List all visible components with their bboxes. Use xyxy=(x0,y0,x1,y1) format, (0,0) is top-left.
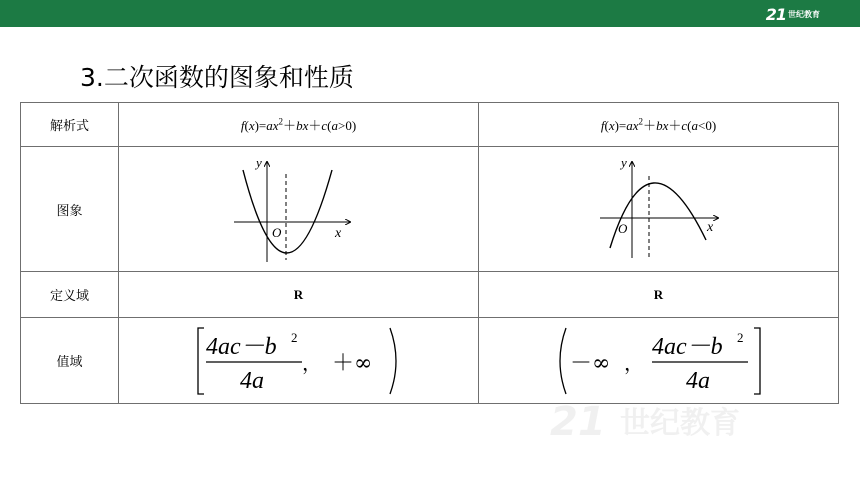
graph-row xyxy=(21,147,839,272)
fraction-denominator: 4a xyxy=(685,367,710,394)
domain-positive: R xyxy=(119,272,479,318)
fraction-numerator: 4ac－b xyxy=(205,333,277,360)
domain-negative: R xyxy=(479,272,839,318)
row-label-domain: 定义域 xyxy=(21,272,119,318)
x-axis-label: x xyxy=(334,226,341,241)
range-negative xyxy=(479,318,839,404)
fraction-power: 2 xyxy=(736,329,743,345)
graph-cell-negative xyxy=(479,147,839,272)
parabola-down-graph xyxy=(594,154,724,264)
y-axis-label: y xyxy=(620,155,627,170)
logo-mark: 21 xyxy=(765,4,786,24)
svg-text:21: 21 xyxy=(550,399,606,445)
right-bracket xyxy=(754,328,760,394)
left-bracket xyxy=(198,328,204,394)
expression-negative: $f(x)=ax^2+bx+c(a<0)$ xyxy=(479,103,839,147)
graph-cell-positive xyxy=(119,147,479,272)
expression-positive: $f(x)=ax^2+bx+c(a>0)$ xyxy=(119,103,479,147)
fraction-denominator: 4a xyxy=(239,367,264,394)
svg-text:世纪教育: 世纪教育 xyxy=(620,406,740,441)
row-label-range: 值域 xyxy=(21,318,119,404)
y-axis-label: y xyxy=(255,155,262,170)
interval-comma: ， xyxy=(301,350,322,375)
fraction-power: 2 xyxy=(290,329,297,345)
slide-title: 3.二次函数的图象和性质 xyxy=(80,63,354,92)
range-interval-negative xyxy=(554,324,764,398)
domain-row xyxy=(21,272,839,318)
logo-text: 世纪教育 xyxy=(788,9,820,19)
row-label-expression: 解析式 xyxy=(21,103,119,147)
interval-comma: ， xyxy=(623,350,644,375)
x-axis-label: x xyxy=(706,220,713,235)
plus-infinity: ＋∞ xyxy=(331,350,372,376)
expression-row xyxy=(21,103,839,147)
minus-infinity: －∞ xyxy=(569,350,610,376)
parabola-up-graph xyxy=(234,154,364,264)
range-interval-positive xyxy=(194,324,404,398)
row-label-graph: 图象 xyxy=(21,147,119,272)
parabola-curve xyxy=(610,183,706,248)
top-banner xyxy=(0,0,860,27)
right-paren xyxy=(390,328,396,394)
parabola-curve xyxy=(243,170,332,253)
left-paren xyxy=(560,328,566,394)
origin-label: O xyxy=(271,225,281,240)
brand-logo xyxy=(766,3,820,25)
fraction-numerator: 4ac－b xyxy=(651,333,723,360)
range-row xyxy=(21,318,839,404)
properties-table xyxy=(20,102,839,404)
range-positive xyxy=(119,318,479,404)
origin-label: O xyxy=(617,221,627,236)
